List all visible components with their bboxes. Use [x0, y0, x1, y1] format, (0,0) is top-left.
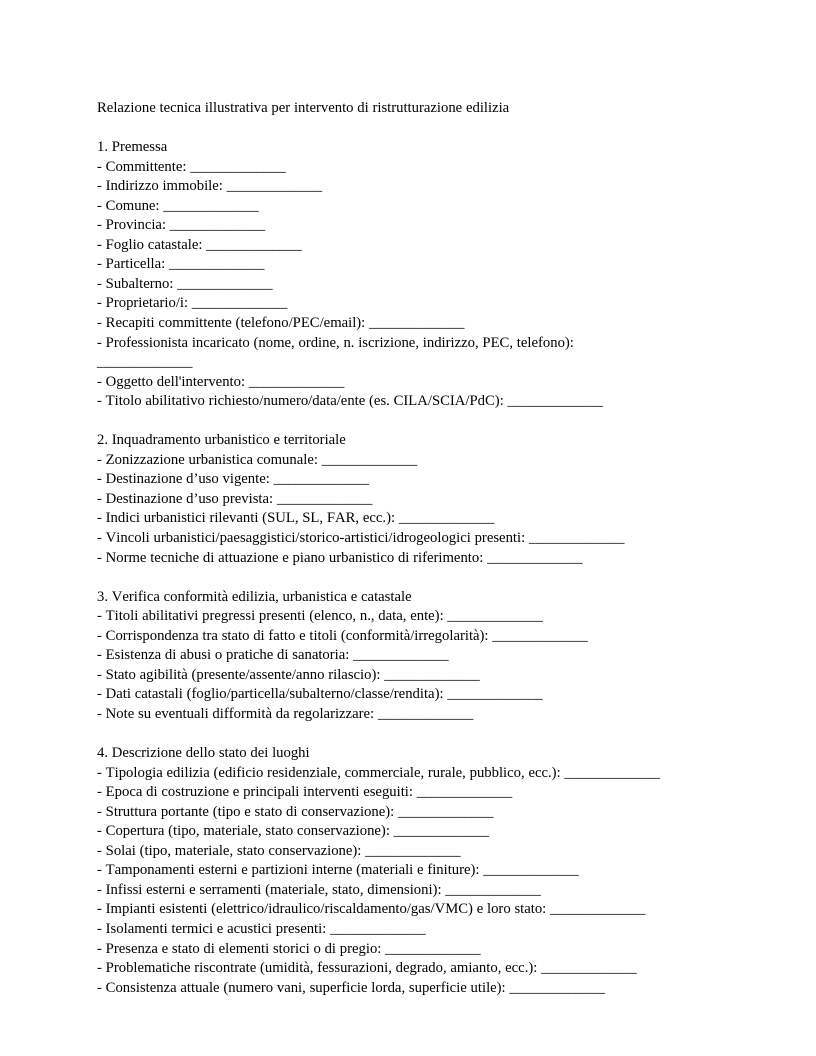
document-line: - Dati catastali (foglio/particella/subalterno/classe/rendita): _____________ [97, 686, 543, 703]
blank-line [97, 412, 737, 432]
document-line: - Oggetto dell'intervento: _____________ [97, 373, 345, 390]
document-line: - Copertura (tipo, materiale, stato conservazione): _____________ [97, 823, 490, 840]
document-line: - Subalterno: _____________ [97, 275, 273, 292]
document-line: - Recapiti committente (telefono/PEC/email): _____________ [97, 315, 465, 332]
document-line: - Consistenza attuale (numero vani, superficie lorda, superficie utile): _____________ [97, 979, 605, 996]
document-line: 3. Verifica conformità edilizia, urbanistica e catastale [97, 588, 412, 605]
document-line: - Indici urbanistici rilevanti (SUL, SL, FAR, ecc.): _____________ [97, 510, 495, 527]
blank-line [97, 725, 737, 745]
document-line: Relazione tecnica illustrativa per intervento di ristrutturazione edilizia [97, 100, 510, 116]
document-line: - Indirizzo immobile: _____________ [97, 178, 323, 195]
document-line: 4. Descrizione dello stato dei luoghi [97, 745, 310, 762]
document-line: - Particella: _____________ [97, 256, 265, 273]
document-line: - Proprietario/i: _____________ [97, 295, 288, 312]
document-line: - Corrispondenza tra stato di fatto e titoli (conformità/irregolarità): _____________ [97, 627, 588, 644]
document-line: - Provincia: _____________ [97, 217, 266, 234]
document-line: - Infissi esterni e serramenti (materiale, stato, dimensioni): _____________ [97, 881, 541, 898]
document-line: - Solai (tipo, materiale, stato conservazione): _____________ [97, 842, 461, 859]
document-line: - Zonizzazione urbanistica comunale: _____________ [97, 451, 418, 468]
blank-line [97, 568, 737, 588]
document-line: - Problematiche riscontrate (umidità, fessurazioni, degrado, amianto, ecc.): _____________ [97, 960, 637, 977]
document-line: - Note su eventuali difformità da regolarizzare: _____________ [97, 705, 474, 722]
document-line: - Foglio catastale: _____________ [97, 236, 302, 253]
document-text-body [97, 99, 737, 998]
document-line: 1. Premessa [97, 139, 168, 156]
document-line: - Tipologia edilizia (edificio residenziale, commerciale, rurale, pubblico, ecc.): _____________ [97, 764, 660, 781]
document-line: - Struttura portante (tipo e stato di conservazione): _____________ [97, 803, 494, 820]
document-line: - Comune: _____________ [97, 197, 259, 214]
document-line: - Vincoli urbanistici/paesaggistici/storico-artistici/idrogeologici presenti: _____________ [97, 530, 625, 547]
document-line: 2. Inquadramento urbanistico e territoriale [97, 432, 346, 449]
document-line: - Titoli abilitativi pregressi presenti (elenco, n., data, ente): _____________ [97, 608, 543, 625]
document-line: - Epoca di costruzione e principali interventi eseguiti: _____________ [97, 784, 513, 801]
document-line: - Destinazione d’uso vigente: _____________ [97, 471, 370, 488]
document-line: - Stato agibilità (presente/assente/anno rilascio): _____________ [97, 666, 480, 683]
document-line: - Titolo abilitativo richiesto/numero/data/ente (es. CILA/SCIA/PdC): _____________ [97, 393, 604, 410]
document-line: - Presenza e stato di elementi storici o di pregio: _____________ [97, 940, 481, 957]
document-line: - Professionista incaricato (nome, ordine, n. iscrizione, indirizzo, PEC, telefono): [97, 334, 574, 351]
document-line: - Impianti esistenti (elettrico/idraulico/riscaldamento/gas/VMC) e loro stato: _____________ [97, 901, 646, 918]
document-line: _____________ [97, 354, 193, 371]
document-line: - Isolamenti termici e acustici presenti: _____________ [97, 920, 426, 937]
document-line: - Norme tecniche di attuazione e piano urbanistico di riferimento: _____________ [97, 549, 583, 566]
document-line: - Esistenza di abusi o pratiche di sanatoria: _____________ [97, 647, 449, 664]
document-line: - Tamponamenti esterni e partizioni interne (materiali e finiture): _____________ [97, 862, 579, 879]
document-line: - Committente: _____________ [97, 158, 286, 175]
document-line: - Destinazione d’uso prevista: _____________ [97, 490, 373, 507]
blank-line [97, 119, 737, 139]
